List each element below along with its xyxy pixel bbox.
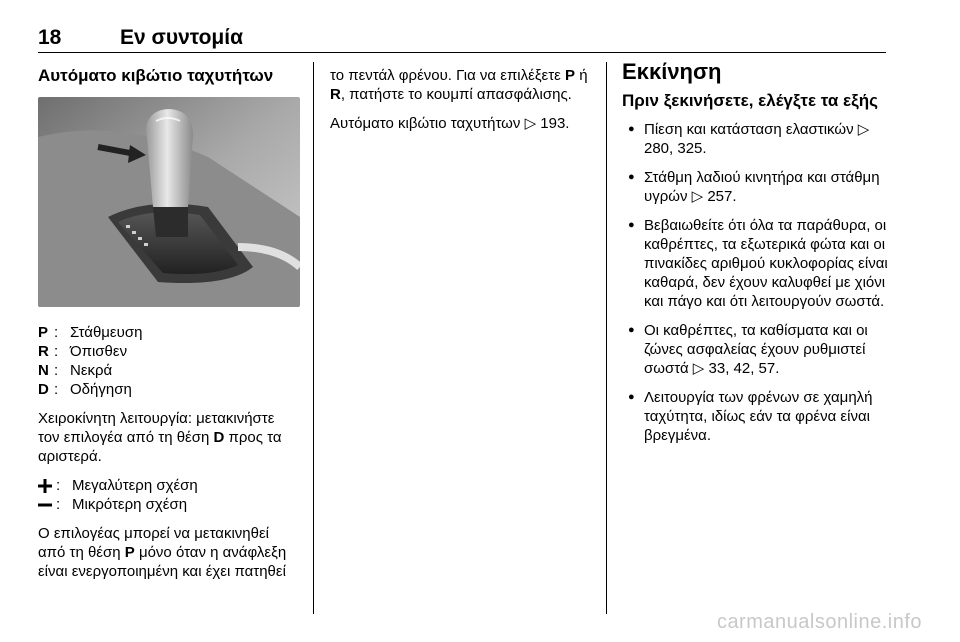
page-ref-icon: ▷	[691, 188, 704, 205]
legend-row	[38, 323, 300, 342]
text-run: .	[565, 115, 570, 132]
gear-selector-photo	[38, 97, 300, 307]
item-text: Στάθμη λαδιού κινητήρα και στάθμη υγρών	[644, 169, 880, 205]
legend-label: Μεγαλύτερη σχέση	[72, 477, 198, 494]
text-run: , πατήστε το κουμπί απασφάλισης.	[340, 86, 572, 103]
page-header	[38, 22, 886, 53]
minus-icon	[38, 495, 56, 514]
legend-key: R	[38, 343, 49, 360]
section-title: Αυτόματο κιβώτιο ταχυτήτων	[38, 66, 274, 85]
page-number: 18	[38, 26, 62, 49]
legend-colon: :	[54, 362, 59, 379]
legend-row	[38, 342, 300, 361]
text-run: το πεντάλ φρένου. Για να επιλέξετε	[330, 67, 566, 84]
text-run: ή	[575, 67, 588, 84]
legend-key: N	[38, 362, 49, 379]
gear-key: R	[330, 86, 341, 103]
text-run: Αυτόματο κιβώτιο ταχυτήτων	[330, 115, 525, 132]
section-heading: Εκκίνηση	[622, 59, 722, 84]
item-text: Πίεση και κατάσταση ελαστικών	[644, 121, 854, 138]
column-continued	[330, 62, 595, 133]
legend-row	[38, 495, 300, 514]
brake-paragraph	[330, 66, 595, 104]
item-text: Οι καθρέπτες, τα καθίσματα και οι ζώνες ασφαλείας έχουν ρυθμιστεί σωστά	[644, 322, 868, 377]
column-starting	[622, 59, 890, 455]
page-reference[interactable]: 33, 42, 57	[708, 360, 776, 377]
legend-key: P	[38, 324, 49, 341]
page-ref-icon: ▷	[857, 121, 870, 138]
page-reference[interactable]: 257	[707, 188, 733, 205]
legend-label: Μικρότερη σχέση	[72, 496, 188, 513]
item-text: Βεβαιωθείτε ότι όλα τα παράθυρα, οι καθρέπτες, τα εξωτερικά φώτα και οι πινακίδες αριθμού κυκλοφορίας είναι καθαρά, δεν έχουν καλυφθεί με χιόνι και πάγο και ότι λειτουργούν σωστά.	[644, 217, 888, 310]
legend-row	[38, 361, 300, 380]
list-item	[622, 388, 890, 445]
column-divider	[606, 62, 607, 614]
legend-label: Στάθμευση	[70, 324, 143, 341]
watermark: carmanualsonline.info	[716, 611, 922, 633]
legend-colon: :	[56, 477, 61, 494]
selector-paragraph	[38, 524, 300, 581]
legend-row	[38, 476, 300, 495]
list-item: ● Πίεση και κατάσταση ελαστικών ▷ 280, 325.	[622, 120, 890, 158]
page-reference[interactable]: 280, 325	[644, 140, 703, 157]
gear-key: P	[565, 67, 576, 84]
checklist	[622, 120, 890, 445]
legend-colon: :	[54, 381, 59, 398]
item-text: Λειτουργία των φρένων σε χαμηλή ταχύτητα, ιδίως εάν τα φρένα είναι βρεγμένα.	[644, 389, 873, 444]
legend-colon: :	[56, 496, 61, 513]
section-subheading: Πριν ξεκινήσετε, ελέγξτε τα εξής	[622, 91, 878, 110]
legend-label: Οδήγηση	[70, 381, 132, 398]
column-automatic-transmission	[38, 62, 300, 581]
manual-mode-paragraph	[38, 409, 300, 466]
gear-position-legend	[38, 323, 300, 399]
list-item	[622, 216, 890, 311]
legend-label: Νεκρά	[70, 362, 113, 379]
text-run: προς τα αριστερά.	[38, 429, 282, 465]
gear-key: P	[124, 544, 135, 561]
text-run: Ο επιλογέας μπορεί να μετακινηθεί από τη θέση	[38, 525, 270, 561]
chapter-title: Εν συντομία	[120, 26, 243, 49]
list-item: ● Οι καθρέπτες, τα καθίσματα και οι ζώνες ασφαλείας έχουν ρυθμιστεί σωστά ▷ 33, 42, 57.	[622, 321, 890, 378]
plus-icon	[38, 476, 56, 495]
gear-key: D	[213, 429, 225, 446]
shift-legend	[38, 476, 300, 514]
gear-selector-illustration	[38, 97, 300, 307]
text-run: μόνο όταν η ανάφλεξη είναι ενεργοποιημένη και έχει πατηθεί	[38, 544, 287, 580]
cross-reference-paragraph	[330, 114, 595, 133]
legend-key: D	[38, 381, 49, 398]
legend-row	[38, 380, 300, 399]
text-run: Χειροκίνητη λειτουργία: μετακινήστε τον επιλογέα από τη θέση	[38, 410, 275, 446]
column-divider	[313, 62, 314, 614]
legend-colon: :	[54, 343, 59, 360]
page-ref-icon: ▷	[524, 115, 541, 132]
legend-colon: :	[54, 324, 59, 341]
list-item: ● Στάθμη λαδιού κινητήρα και στάθμη υγρών ▷ 257.	[622, 168, 890, 206]
page-ref-icon: ▷	[692, 360, 705, 377]
legend-label: Όπισθεν	[70, 343, 128, 360]
page-reference[interactable]: 193	[540, 115, 566, 132]
